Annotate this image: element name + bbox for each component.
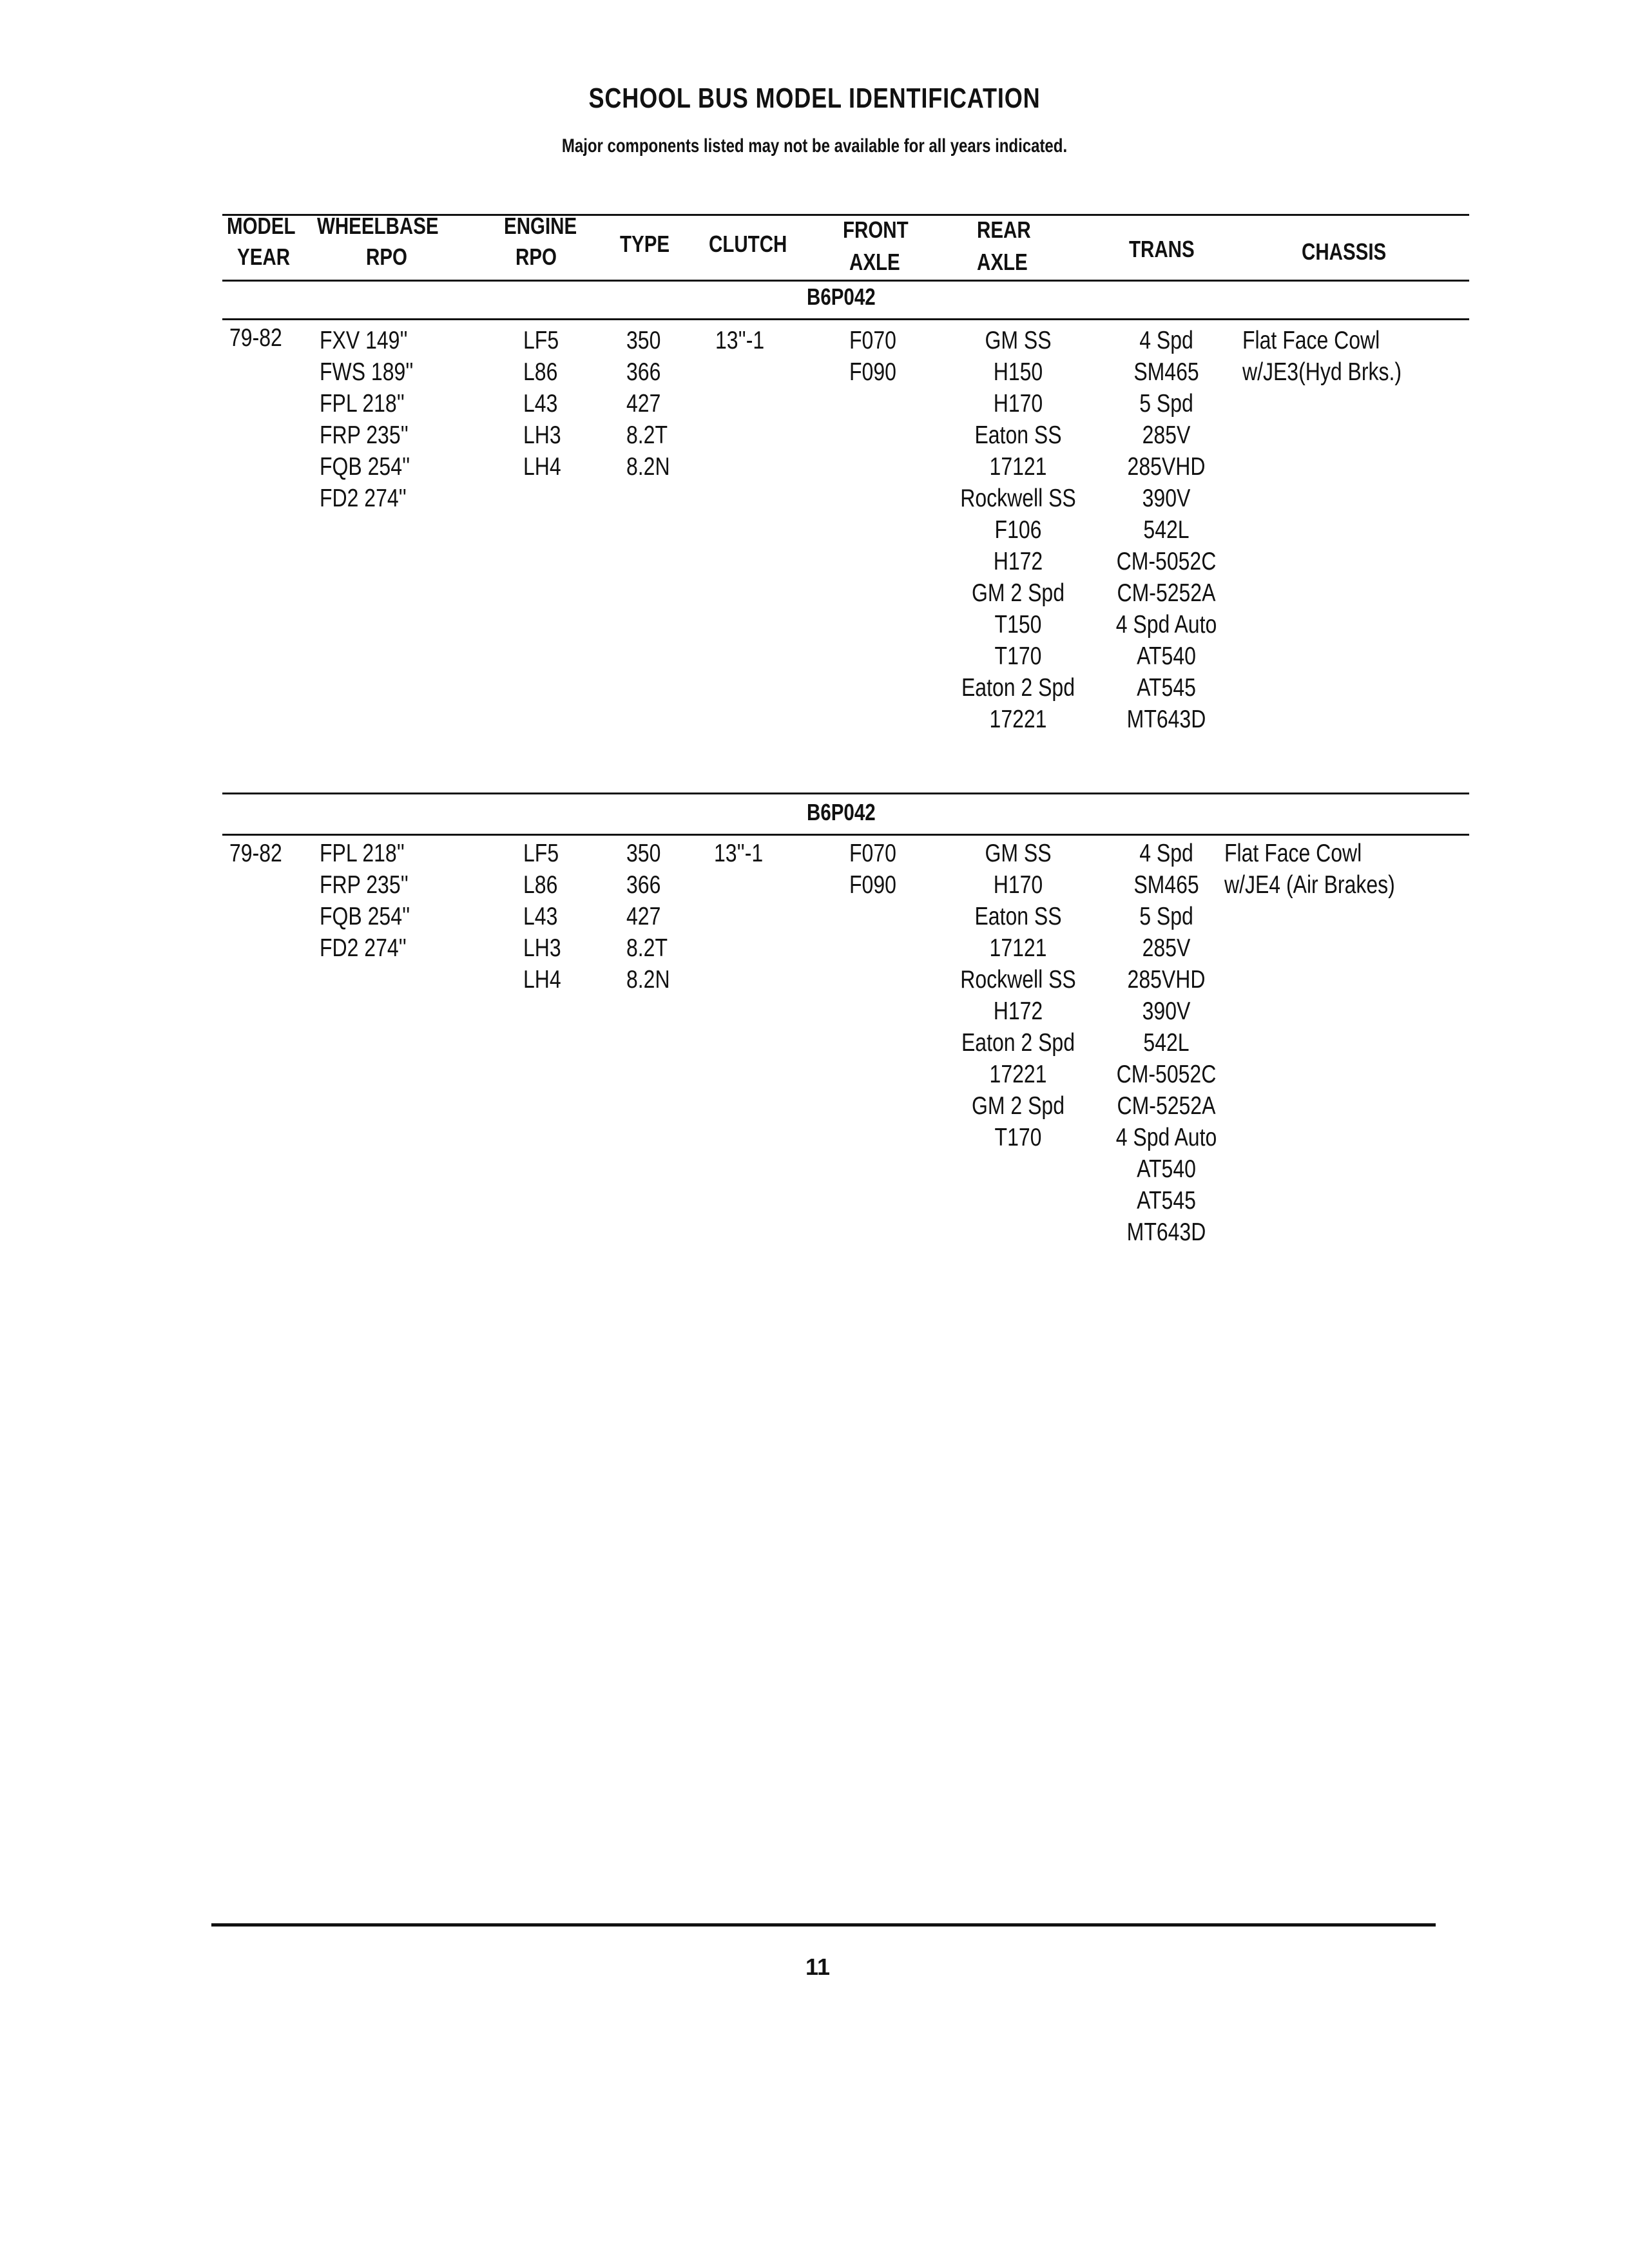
rear-axle-cell: T150 (994, 611, 1042, 639)
header-bottom-rule (222, 280, 1469, 282)
wheelbase-column (320, 325, 434, 514)
wheelbase-cell: FPL 218'' (320, 390, 405, 418)
engine-cell: LH4 (523, 966, 561, 994)
trans-cell: MT643D (1126, 706, 1206, 733)
rear-axle-cell: T170 (994, 1124, 1042, 1151)
rear-axle-cell: GM SS (985, 327, 1052, 354)
rear-axle-cell: H172 (993, 997, 1043, 1025)
page-subtitle: Major components listed may not be available for all years indicated. (561, 135, 1068, 157)
header-trans: TRANS (1129, 236, 1195, 262)
rear-axle-cell: H172 (993, 548, 1043, 575)
rear-axle-cell: GM SS (985, 840, 1052, 867)
rear-axle-cell: H150 (993, 358, 1043, 386)
engine-cell: LF5 (523, 327, 559, 354)
wheelbase-cell: FD2 274'' (320, 934, 407, 962)
front-axle-cell: F070 (849, 327, 896, 354)
rear-axle-cell: Eaton 2 Spd (961, 674, 1075, 702)
rear-axle-cell: Rockwell SS (960, 485, 1076, 512)
engine-cell: L86 (523, 358, 558, 386)
trans-cell: SM465 (1133, 358, 1199, 386)
trans-cell: 5 Spd (1139, 390, 1193, 418)
type-column (626, 838, 679, 995)
page-title: SCHOOL BUS MODEL IDENTIFICATION (588, 82, 1041, 114)
wheelbase-column (320, 838, 430, 964)
rear-axle-cell: GM 2 Spd (972, 579, 1065, 607)
rear-axle-column (941, 325, 1095, 735)
type-cell: 8.2N (626, 453, 670, 481)
rear-axle-cell: 17121 (989, 453, 1047, 481)
engine-cell: LH3 (523, 421, 561, 449)
type-cell: 8.2T (626, 934, 668, 962)
header-front-axle: AXLE (849, 249, 900, 275)
wheelbase-cell: FQB 254'' (320, 453, 410, 481)
header-type: TYPE (620, 231, 670, 257)
chassis-cell: Flat Face Cowl (1224, 840, 1362, 867)
chassis-cell: w/JE3(Hyd Brks.) (1242, 358, 1402, 386)
trans-cell: 285VHD (1127, 966, 1206, 994)
trans-cell: 285V (1142, 421, 1191, 449)
rear-axle-column (941, 838, 1095, 1153)
rear-axle-cell: Eaton SS (974, 421, 1062, 449)
section-label: B6P042 (807, 284, 876, 310)
section-rule (222, 834, 1469, 836)
rear-axle-cell: 17221 (989, 706, 1047, 733)
header-rear: REAR (977, 216, 1031, 243)
header-front: FRONT (843, 216, 909, 243)
engine-column (523, 838, 570, 995)
wheelbase-cell: FRP 235'' (320, 871, 409, 899)
chassis-column (1224, 838, 1432, 901)
engine-cell: LH4 (523, 453, 561, 481)
rear-axle-cell: F106 (994, 516, 1042, 544)
header-chassis: CHASSIS (1302, 238, 1387, 265)
trans-cell: 390V (1142, 997, 1191, 1025)
engine-column (523, 325, 570, 483)
trans-cell: CM-5252A (1117, 579, 1216, 607)
front-axle-cell: F090 (849, 871, 896, 899)
rear-axle-cell: GM 2 Spd (972, 1092, 1065, 1120)
engine-cell: L86 (523, 871, 558, 899)
type-cell: 366 (626, 358, 661, 386)
wheelbase-cell: FD2 274'' (320, 485, 407, 512)
rear-axle-cell: T170 (994, 642, 1042, 670)
rear-axle-cell: 17221 (989, 1061, 1047, 1088)
chassis-cell: w/JE4 (Air Brakes) (1224, 871, 1395, 899)
model-year: 79-82 (229, 840, 282, 867)
header-engine-rpo: RPO (516, 244, 557, 270)
engine-cell: LF5 (523, 840, 559, 867)
type-cell: 427 (626, 390, 661, 418)
trans-cell: 4 Spd (1139, 327, 1193, 354)
wheelbase-cell: FRP 235'' (320, 421, 409, 449)
type-cell: 366 (626, 871, 661, 899)
header-clutch: CLUTCH (709, 231, 787, 257)
type-cell: 350 (626, 840, 661, 867)
section-rule (222, 318, 1469, 320)
trans-cell: 542L (1143, 516, 1190, 544)
header-year: YEAR (237, 244, 291, 270)
trans-cell: AT540 (1137, 642, 1196, 670)
rear-axle-cell: H170 (993, 390, 1043, 418)
page-number: 11 (805, 1954, 831, 1980)
type-cell: 8.2T (626, 421, 668, 449)
wheelbase-cell: FPL 218'' (320, 840, 405, 867)
model-year: 79-82 (229, 324, 282, 352)
header-rear-axle: AXLE (977, 249, 1028, 275)
trans-cell: MT643D (1126, 1218, 1206, 1246)
front-axle-column (849, 838, 907, 901)
trans-column (1095, 838, 1237, 1248)
trans-cell: 542L (1143, 1029, 1190, 1057)
engine-cell: L43 (523, 390, 558, 418)
trans-cell: AT540 (1137, 1155, 1196, 1183)
trans-cell: 4 Spd Auto (1115, 611, 1217, 639)
front-axle-column (849, 325, 907, 388)
rear-axle-cell: H170 (993, 871, 1043, 899)
clutch-cell: 13''-1 (714, 840, 764, 867)
header-wheelbase-rpo: RPO (366, 244, 407, 270)
wheelbase-cell: FXV 149'' (320, 327, 408, 354)
footer-rule (211, 1923, 1436, 1927)
chassis-column (1242, 325, 1436, 388)
section-top-rule (222, 793, 1469, 794)
trans-cell: 5 Spd (1139, 903, 1193, 930)
trans-cell: CM-5252A (1117, 1092, 1216, 1120)
trans-cell: 4 Spd (1139, 840, 1193, 867)
trans-cell: SM465 (1133, 871, 1199, 899)
front-axle-cell: F090 (849, 358, 896, 386)
rear-axle-cell: 17121 (989, 934, 1047, 962)
engine-cell: LH3 (523, 934, 561, 962)
trans-cell: CM-5052C (1116, 1061, 1217, 1088)
type-cell: 427 (626, 903, 661, 930)
front-axle-cell: F070 (849, 840, 896, 867)
rear-axle-cell: Eaton 2 Spd (961, 1029, 1075, 1057)
type-cell: 8.2N (626, 966, 670, 994)
clutch-cell: 13''-1 (715, 327, 765, 354)
engine-cell: L43 (523, 903, 558, 930)
section-label: B6P042 (807, 799, 876, 825)
wheelbase-cell: FWS 189'' (320, 358, 414, 386)
trans-cell: AT545 (1137, 1187, 1196, 1215)
header-engine: ENGINE (504, 213, 577, 239)
rear-axle-cell: Eaton SS (974, 903, 1062, 930)
wheelbase-cell: FQB 254'' (320, 903, 410, 930)
chassis-cell: Flat Face Cowl (1242, 327, 1380, 354)
type-column (626, 325, 679, 483)
trans-cell: CM-5052C (1116, 548, 1217, 575)
type-cell: 350 (626, 327, 661, 354)
trans-column (1095, 325, 1237, 735)
trans-cell: 390V (1142, 485, 1191, 512)
trans-cell: AT545 (1137, 674, 1196, 702)
trans-cell: 285VHD (1127, 453, 1206, 481)
header-model: MODEL (227, 213, 296, 239)
rear-axle-cell: Rockwell SS (960, 966, 1076, 994)
header-wheelbase: WHEELBASE (317, 213, 439, 239)
trans-cell: 285V (1142, 934, 1191, 962)
trans-cell: 4 Spd Auto (1115, 1124, 1217, 1151)
